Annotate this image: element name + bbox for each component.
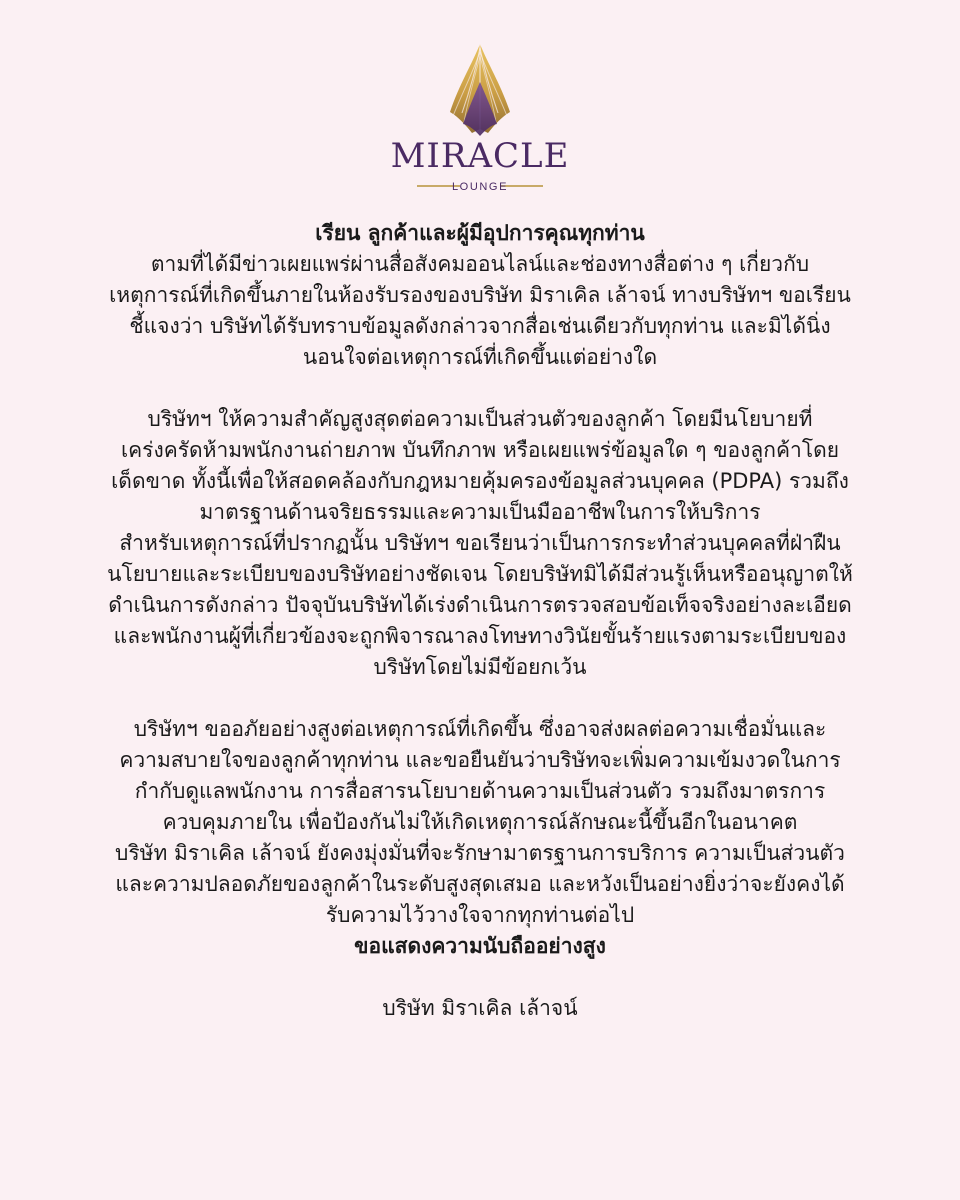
paragraph-gap xyxy=(20,373,940,404)
signature: บริษัท มิราเคิล เล้าจน์ xyxy=(382,996,578,1020)
brand-subtitle: LOUNGE xyxy=(451,181,509,192)
statement-heading: เรียน ลูกค้าและผู้มีอุปการคุณทุกท่าน xyxy=(315,221,645,245)
paragraph1-line-3: ชี้แจงว่า บริษัทได้รับทราบข้อมูลดังกล่าวจากสื่อเช่นเดียวกับทุกท่าน และมิได้นิ่ง xyxy=(129,314,831,338)
paragraph3-line-2: ความสบายใจของลูกค้าทุกท่าน และขอยืนยันว่าบริษัทจะเพิ่มความเข้มงวดในการ xyxy=(119,748,841,772)
paragraph3-line-7: รับความไว้วางใจจากทุกท่านต่อไป xyxy=(325,903,635,927)
paragraph2-line-5: สำหรับเหตุการณ์ที่ปรากฏนั้น บริษัทฯ ขอเรียนว่าเป็นการกระทำส่วนบุคคลที่ฝ่าฝืน xyxy=(119,531,841,555)
paragraph2-line-4: มาตรฐานด้านจริยธรรมและความเป็นมืออาชีพในการให้บริการ xyxy=(199,500,761,524)
paragraph1-line-4: นอนใจต่อเหตุการณ์ที่เกิดขึ้นแต่อย่างใด xyxy=(302,345,658,369)
statement-body xyxy=(20,218,940,1024)
paragraph2-line-9: บริษัทโดยไม่มีข้อยกเว้น xyxy=(373,655,587,679)
signature-gap xyxy=(20,962,940,993)
flame-logo-icon xyxy=(385,40,575,192)
miracle-lounge-logo xyxy=(0,40,960,192)
paragraph3-line-5: บริษัท มิราเคิล เล้าจน์ ยังคงมุ่งมั่นที่จะรักษามาตรฐานการบริการ ความเป็นส่วนตัว xyxy=(115,841,845,865)
paragraph2-line-6: นโยบายและระเบียบของบริษัทอย่างชัดเจน โดยบริษัทมิได้มีส่วนรู้เห็นหรืออนุญาตให้ xyxy=(107,562,853,586)
paragraph3-line-4: ควบคุมภายใน เพื่อป้องกันไม่ให้เกิดเหตุการณ์ลักษณะนี้ขึ้นอีกในอนาคต xyxy=(162,810,798,834)
paragraph3-line-3: กำกับดูแลพนักงาน การสื่อสารนโยบายด้านความเป็นส่วนตัว รวมถึงมาตรการ xyxy=(134,779,826,803)
paragraph2-line-7: ดำเนินการดังกล่าว ปัจจุบันบริษัทได้เร่งดำเนินการตรวจสอบข้อเท็จจริงอย่างละเอียด xyxy=(108,593,852,617)
paragraph2-line-3: เด็ดขาด ทั้งนี้เพื่อให้สอดคล้องกับกฎหมายคุ้มครองข้อมูลส่วนบุคคล (PDPA) รวมถึง xyxy=(111,469,849,493)
paragraph-gap xyxy=(20,683,940,714)
closing-line: ขอแสดงความนับถืออย่างสูง xyxy=(354,934,606,958)
paragraph2-line-8: และพนักงานผู้ที่เกี่ยวข้องจะถูกพิจารณาลงโทษทางวินัยขั้นร้ายแรงตามระเบียบของ xyxy=(113,624,847,648)
paragraph1-line-1: ตามที่ได้มีข่าวเผยแพร่ผ่านสื่อสังคมออนไลน์และช่องทางสื่อต่าง ๆ เกี่ยวกับ xyxy=(150,252,810,276)
brand-name: MIRACLE xyxy=(390,136,570,176)
paragraph1-line-2: เหตุการณ์ที่เกิดขึ้นภายในห้องรับรองของบริษัท มิราเคิล เล้าจน์ ทางบริษัทฯ ขอเรียน xyxy=(109,283,851,307)
paragraph3-line-6: และความปลอดภัยของลูกค้าในระดับสูงสุดเสมอ และหวังเป็นอย่างยิ่งว่าจะยังคงได้ xyxy=(115,872,845,896)
paragraph2-line-1: บริษัทฯ ให้ความสำคัญสูงสุดต่อความเป็นส่วนตัวของลูกค้า โดยมีนโยบายที่ xyxy=(147,407,813,431)
paragraph3-line-1: บริษัทฯ ขออภัยอย่างสูงต่อเหตุการณ์ที่เกิดขึ้น ซึ่งอาจส่งผลต่อความเชื่อมั่นและ xyxy=(133,717,827,741)
paragraph2-line-2: เคร่งครัดห้ามพนักงานถ่ายภาพ บันทึกภาพ หรือเผยแพร่ข้อมูลใด ๆ ของลูกค้าโดย xyxy=(120,438,840,462)
